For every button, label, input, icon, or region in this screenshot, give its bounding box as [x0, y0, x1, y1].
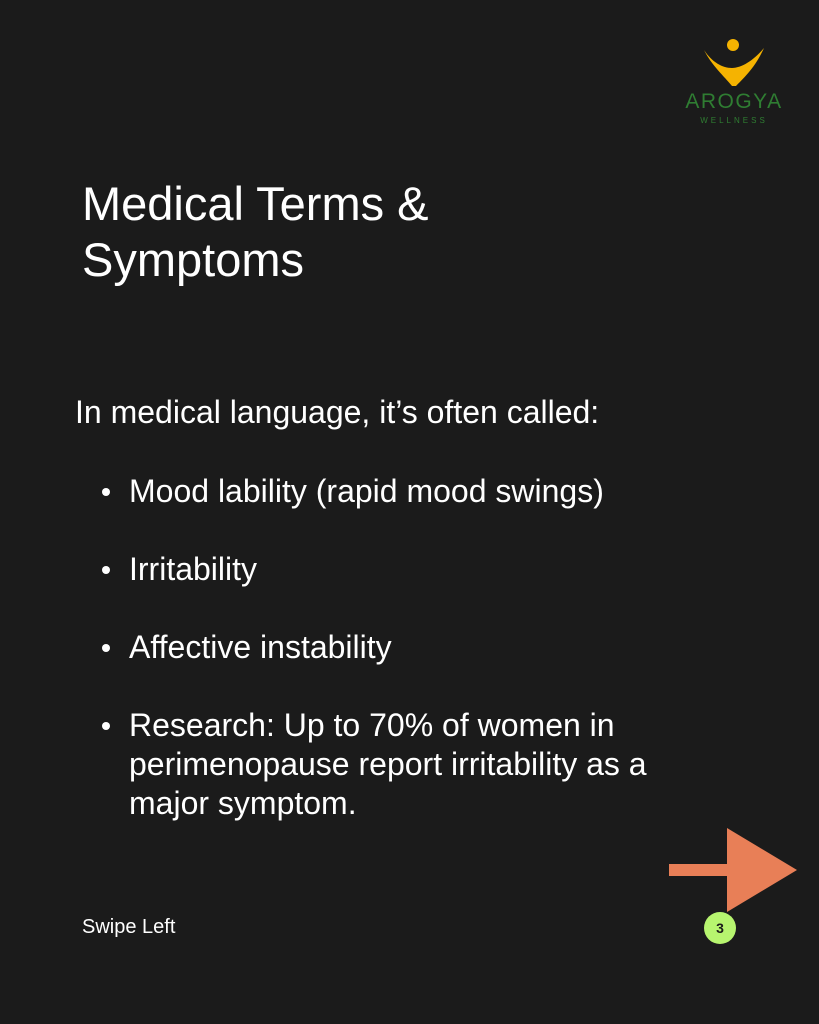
- list-item: [98, 550, 718, 589]
- title-line-1: Medical Terms &: [82, 177, 429, 230]
- brand-tagline: WELLNESS: [700, 116, 768, 125]
- page-title: [82, 176, 642, 288]
- bullet-icon: [102, 722, 110, 730]
- list-item-text: Affective instability: [129, 629, 392, 665]
- bullet-icon: [102, 488, 110, 496]
- title-line-2: Symptoms: [82, 233, 304, 286]
- bullet-list: [98, 472, 718, 862]
- arrow-right-icon[interactable]: [669, 828, 799, 912]
- brand-logo: [676, 38, 792, 130]
- list-item: [98, 472, 718, 511]
- intro-text: In medical language, it’s often called:: [75, 394, 600, 430]
- swipe-hint: Swipe Left: [82, 916, 176, 938]
- list-item-text: Irritability: [129, 551, 258, 587]
- bullet-icon: [102, 644, 110, 652]
- list-item: [98, 706, 718, 823]
- list-item-text: Research: Up to 70% of women in perimenopause report irritability as a major symptom.: [129, 707, 647, 821]
- brand-name: AROGYA: [685, 90, 783, 113]
- list-item: [98, 628, 718, 667]
- bullet-icon: [102, 566, 110, 574]
- list-item-text: Mood lability (rapid mood swings): [129, 473, 604, 509]
- person-arms-raised-icon: [702, 38, 766, 88]
- page-number-badge: 3: [704, 912, 736, 944]
